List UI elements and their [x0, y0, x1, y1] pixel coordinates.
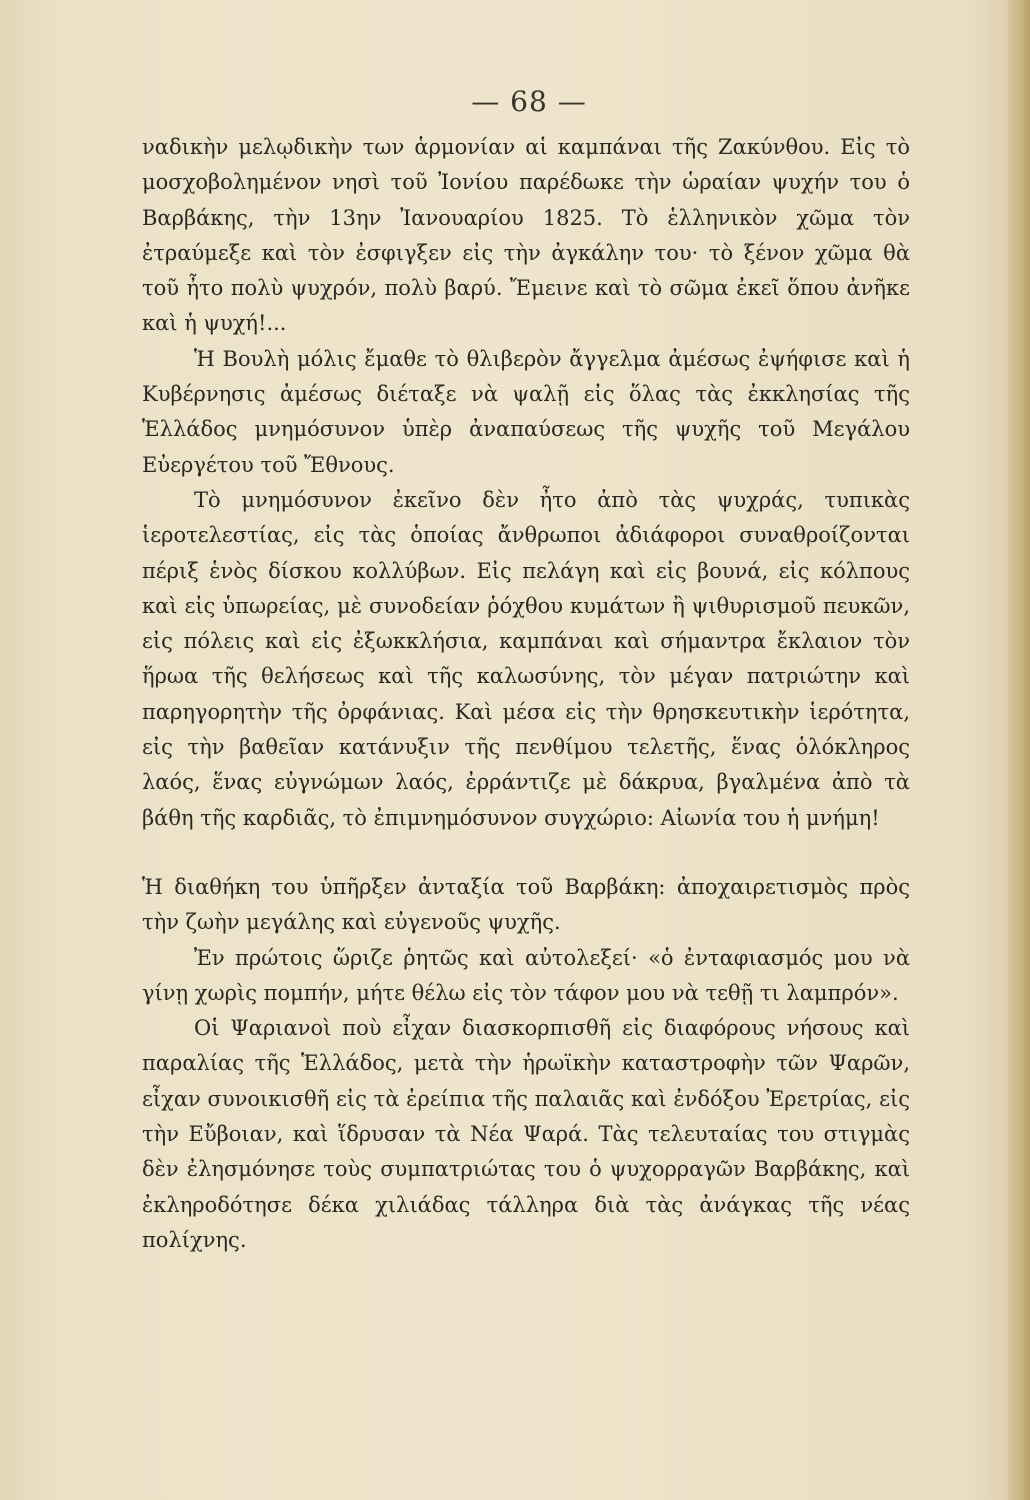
- paragraph-3: Τὸ μνημόσυνον ἐκεῖνο δὲν ἦτο ἀπὸ τὰς ψυχράς, τυπικὰς ἱεροτελεστίας, εἰς τὰς ὁποίας ἄνθρωποι ἀδιάφοροι συναθροίζονται πέριξ ἑνὸς δίσκου κολλύβων. Εἰς πελάγη καὶ εἰς βουνά, εἰς κόλπους καὶ εἰς ὑπωρείας, μὲ συνοδείαν ῥόχθου κυμάτων ἢ ψιθυρισμοῦ πευκῶν, εἰς πόλεις καὶ εἰς ἐξωκκλήσια, καμπάναι καὶ σήμαντρα ἔκλαιον τὸν ἥρωα τῆς θελήσεως καὶ τῆς καλωσύνης, τὸν μέγαν πατριώτην καὶ παρηγορητὴν τῆς ὀρφάνιας. Καὶ μέσα εἰς τὴν θρησκευτικὴν ἱερότητα, εἰς τὴν βαθεῖαν κατάνυξιν τῆς πενθίμου τελετῆς, ἕνας ὁλόκληρος λαός, ἕνας εὐγνώμων λαός, ἐρράντιζε μὲ δάκρυα, βγαλμένα ἀπὸ τὰ βάθη τῆς καρδιᾶς, τὸ ἐπιμνημόσυνον συγχώριο: Αἰωνία του ἡ μνήμη!: [142, 487, 910, 830]
- paragraph-1: ναδικὴν μελῳδικὴν των ἁρμονίαν αἱ καμπάναι τῆς Ζακύνθου. Εἰς τὸ μοσχοβολημένον νησὶ τοῦ Ἰονίου παρέδωκε τὴν ὡραίαν ψυχήν του ὁ Βαρβάκης, τὴν 13ην Ἰανουαρίου 1825. Τὸ ἑλληνικὸν χῶμα τὸν ἐτραύμεξε καὶ τὸν ἐσφιγξεν εἰς τὴν ἀγκάλην του· τὸ ξένον χῶμα θὰ τοῦ ἦτο πολὺ ψυχρόν, πολὺ βαρύ. Ἔμεινε καὶ τὸ σῶμα ἐκεῖ ὅπου ἀνῆκε καὶ ἡ ψυχή!...: [142, 135, 910, 336]
- page-number: — 68 —: [471, 85, 587, 118]
- body-text: [142, 130, 910, 1258]
- page-edge: [1008, 0, 1030, 1500]
- paragraph-5: Ἐν πρώτοις ὥριζε ῥητῶς καὶ αὐτολεξεί· «ὁ ἐνταφιασμός μου νὰ γίνῃ χωρὶς πομπήν, μήτε θέλω εἰς τὸν τάφον μου νὰ τεθῇ τι λαμπρόν».: [142, 945, 910, 1005]
- paragraph-4: Ἡ διαθήκη του ὑπῆρξεν ἀνταξία τοῦ Βαρβάκη: ἀποχαιρετισμὸς πρὸς τὴν ζωὴν μεγάλης καὶ εὐγενοῦς ψυχῆς.: [142, 874, 910, 935]
- paragraph-2: Ἡ Βουλὴ μόλις ἔμαθε τὸ θλιβερὸν ἄγγελμα ἀμέσως ἐψήφισε καὶ ἡ Κυβέρνησις ἀμέσως διέταξε νὰ ψαλῇ εἰς ὅλας τὰς ἐκκλησίας τῆς Ἑλλάδος μνημόσυνον ὑπὲρ ἀναπαύσεως τῆς ψυχῆς τοῦ Μεγάλου Εὐεργέτου τοῦ Ἔθνους.: [142, 346, 910, 477]
- paragraph-6: Οἱ Ψαριανοὶ ποὺ εἶχαν διασκορπισθῆ εἰς διαφόρους νήσους καὶ παραλίας τῆς Ἑλλάδος, μετὰ τὴν ἡρωϊκὴν καταστροφὴν τῶν Ψαρῶν, εἶχαν συνοικισθῆ εἰς τὰ ἐρείπια τῆς παλαιᾶς καὶ ἐνδόξου Ἐρετρίας, εἰς τὴν Εὔβοιαν, καὶ ἵδρυσαν τὰ Νέα Ψαρά. Τὰς τελευταίας του στιγμὰς δὲν ἐλησμόνησε τοὺς συμπατριώτας του ὁ ψυχορραγῶν Βαρβάκης, καὶ ἐκληροδότησε δέκα χιλιάδας τάλληρα διὰ τὰς ἀνάγκας τῆς νέας πολίχνης.: [142, 1016, 910, 1252]
